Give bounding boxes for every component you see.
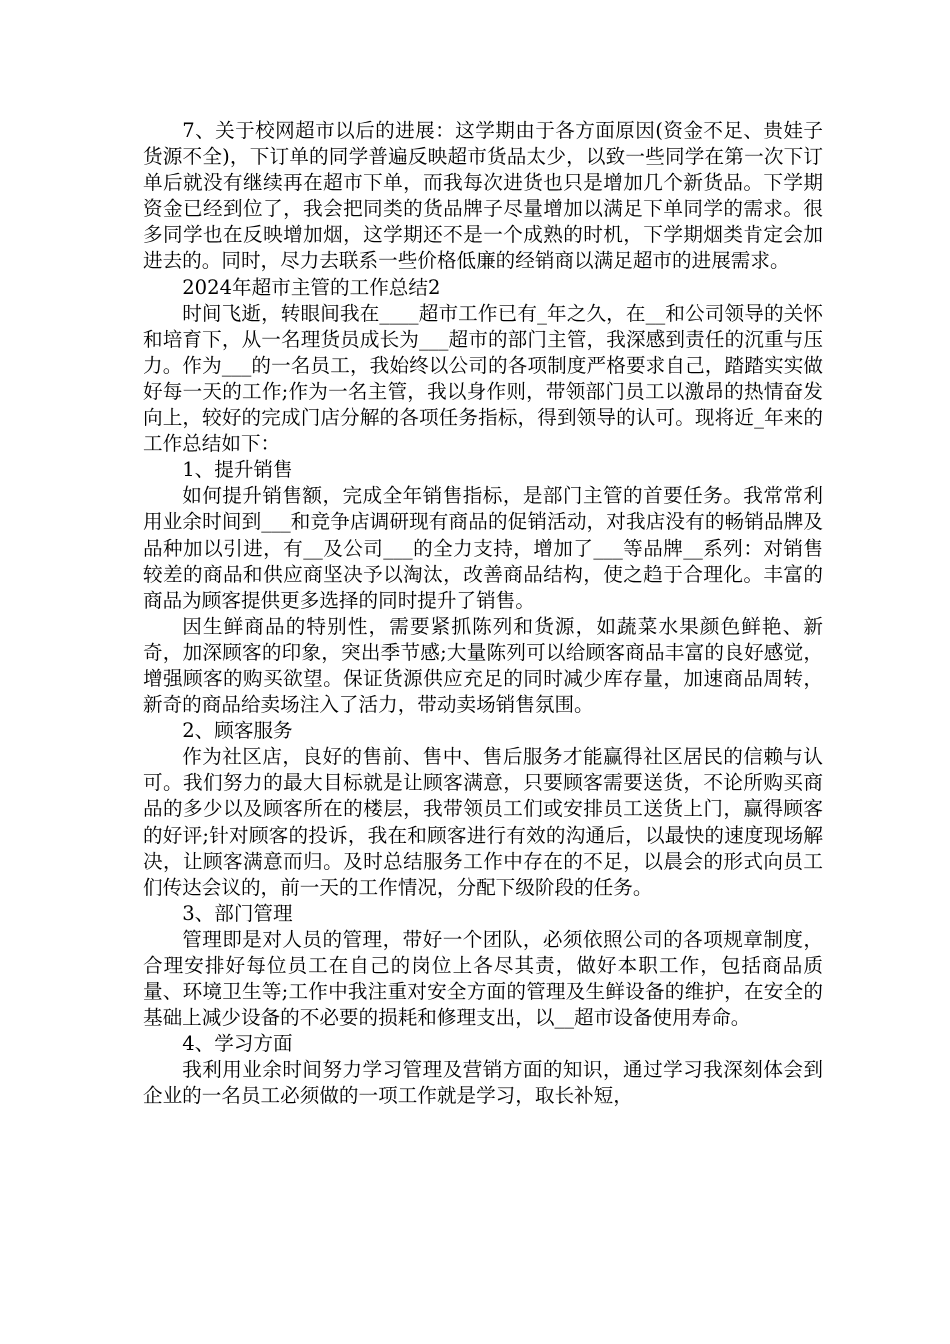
section-title: 2024年超市主管的工作总结2 xyxy=(182,275,441,299)
paragraph-fresh-goods: 因生鲜商品的特别性，需要紧抓陈列和货源，如蔬菜水果颜色鲜艳、新奇，加深顾客的印象，突出季节感;大量陈列可以给顾客商品丰富的良好感觉，增强顾客的购买欲望。保证货源供应充足的同时减少库存量，加速商品周转，新奇的商品给卖场注入了活力，带动卖场销售氛围。 xyxy=(143,614,823,717)
paragraph-department-management: 管理即是对人员的管理，带好一个团队，必须依照公司的各项规章制度，合理安排好每位员工在自己的岗位上各尽其责，做好本职工作，包括商品质量、环境卫生等;工作中我注重对安全方面的管理及生鲜设备的维护，在安全的基础上减少设备的不必要的损耗和修理支出，以__超市设备使用寿命。 xyxy=(143,927,823,1030)
document-body xyxy=(143,118,823,1110)
paragraph-campus-store-progress: 7、关于校网超市以后的进展：这学期由于各方面原因(资金不足、贵娃子货源不全)，下订单的同学普遍反映超市货品太少，以致一些同学在第一次下订单后就没有继续再在超市下单，而我每次进货也只是增加几个新货品。下学期资金已经到位了，我会把同类的货品牌子尽量增加以满足下单同学的需求。很多同学也在反映增加烟，这学期还不是一个成熟的时机，下学期烟类肯定会加进去的。同时，尽力去联系一些价格低廉的经销商以满足超市的进展需求。 xyxy=(143,119,823,273)
paragraph-intro: 时间飞逝，转眼间我在____超市工作已有_年之久，在__和公司领导的关怀和培育下，从一名理货员成长为___超市的部门主管，我深感到责任的沉重与压力。作为___的一名员工，我始终以公司的各项制度严格要求自己，踏踏实实做好每一天的工作;作为一名主管，我以身作则，带领部门员工以激昂的热情奋发向上，较好的完成门店分解的各项任务指标，得到领导的认可。现将近_年来的工作总结如下： xyxy=(143,301,823,456)
heading-learning: 4、学习方面 xyxy=(182,1032,293,1056)
heading-department-management: 3、部门管理 xyxy=(182,901,293,925)
paragraph-sales: 如何提升销售额，完成全年销售指标，是部门主管的首要任务。我常常利用业余时间到___和竞争店调研现有商品的促销活动，对我店没有的畅销品牌及品种加以引进，有__及公司___的全力支持，增加了___等品牌__系列：对销售较差的商品和供应商坚决予以淘汰，改善商品结构，使之趋于合理化。丰富的商品为顾客提供更多选择的同时提升了销售。 xyxy=(143,484,823,612)
heading-customer-service: 2、顾客服务 xyxy=(182,719,293,743)
paragraph-customer-service: 作为社区店，良好的售前、售中、售后服务才能赢得社区居民的信赖与认可。我们努力的最大目标就是让顾客满意，只要顾客需要送货，不论所购买商品的多少以及顾客所在的楼层，我带领员工们或安排员工送货上门，赢得顾客的好评;针对顾客的投诉，我在和顾客进行有效的沟通后，以最快的速度现场解决，让顾客满意而归。及时总结服务工作中存在的不足，以晨会的形式向员工们传达会议的，前一天的工作情况，分配下级阶段的任务。 xyxy=(143,745,823,899)
heading-improve-sales: 1、提升销售 xyxy=(182,458,293,482)
paragraph-learning: 我利用业余时间努力学习管理及营销方面的知识，通过学习我深刻体会到企业的一名员工必须做的一项工作就是学习，取长补短， xyxy=(143,1058,823,1108)
